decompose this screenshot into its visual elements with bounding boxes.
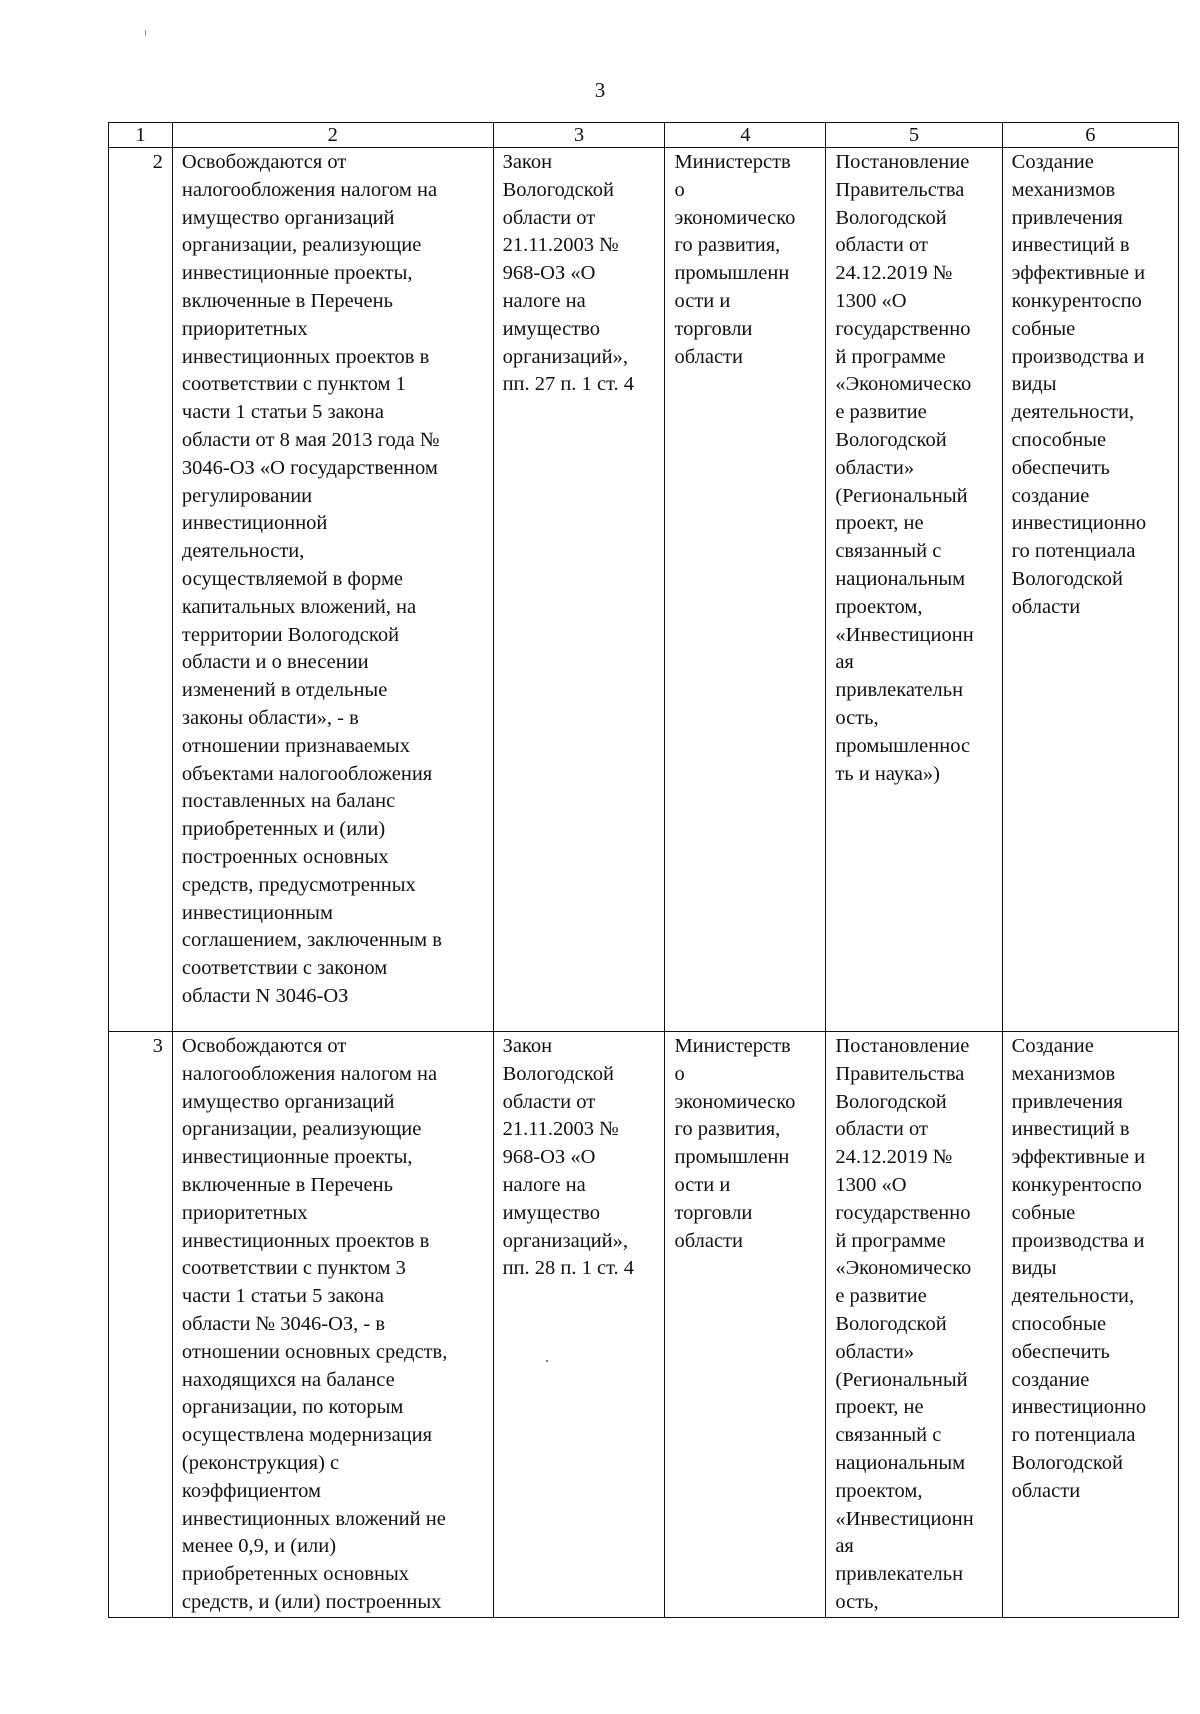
- cell-line: включенные в Перечень: [181, 289, 393, 312]
- cell-line: привлечения: [1011, 206, 1123, 229]
- cell-line: эффективные и: [1011, 1146, 1146, 1169]
- cell-line: организации, реализующие: [181, 234, 422, 257]
- cell-line: деятельности,: [1011, 1285, 1135, 1308]
- cell-line: проектом,: [835, 595, 923, 618]
- cell-line: 24.12.2019 №: [835, 1146, 953, 1169]
- cell-line: осуществлена модернизация: [181, 1424, 433, 1447]
- cell-line: Постановление: [835, 151, 970, 173]
- cell-line: области: [1011, 1479, 1081, 1502]
- cell-line: области»: [835, 456, 915, 479]
- cell-line: ости и: [674, 1173, 731, 1196]
- header-col-6: 6: [1002, 123, 1178, 148]
- cell-line: торговли: [674, 1201, 753, 1224]
- cell-line: й программе: [835, 1229, 946, 1252]
- header-col-3: 3: [493, 123, 665, 148]
- cell-line: области: [1011, 595, 1081, 618]
- cell-line: налоге на: [502, 289, 586, 312]
- cell-line: проектом,: [835, 1479, 923, 1502]
- cell-line: инвестиционным: [181, 901, 333, 924]
- cell-line: области и о внесении: [181, 651, 369, 674]
- cell-line: области»: [835, 1340, 915, 1363]
- scan-mark: [145, 30, 146, 36]
- cell-line: капитальных вложений, на: [181, 595, 417, 618]
- goal-cell: [1002, 148, 1178, 1032]
- goal-cell: [1002, 1032, 1178, 1618]
- cell-line: инвестиционные проекты,: [181, 262, 413, 285]
- document-table: [108, 122, 1179, 1618]
- cell-line: деятельности,: [1011, 401, 1135, 424]
- header-col-2: 2: [172, 123, 493, 148]
- cell-line: ть и наука»): [835, 762, 940, 785]
- cell-line: инвестиционных вложений не: [181, 1507, 446, 1530]
- cell-line: е развитие: [835, 1285, 927, 1308]
- cell-line: регулировании: [181, 484, 313, 507]
- header-col-1: 1: [109, 123, 173, 148]
- cell-line: инвестиционно: [1011, 512, 1147, 535]
- cell-line: Создание: [1011, 151, 1094, 173]
- cell-line: организации, по которым: [181, 1396, 404, 1419]
- cell-line: менее 0,9, и (или): [181, 1535, 337, 1558]
- cell-line: (Региональный: [835, 1368, 968, 1391]
- cell-line: 1300 «О: [835, 1173, 907, 1196]
- cell-line: имущество: [502, 317, 600, 340]
- cell-line: обеспечить: [1011, 456, 1110, 479]
- cell-line: виды: [1011, 1257, 1057, 1280]
- header-col-4: 4: [665, 123, 826, 148]
- cell-line: имущество: [502, 1201, 600, 1224]
- legal-basis-cell: [493, 1032, 665, 1618]
- cell-line: имущество организаций: [181, 1090, 395, 1113]
- cell-line: отношении основных средств,: [181, 1340, 448, 1363]
- cell-line: области № 3046-ОЗ, - в: [181, 1312, 386, 1335]
- cell-line: части 1 статьи 5 закона: [181, 401, 384, 424]
- program-cell: [826, 148, 1002, 1032]
- cell-line: организации, реализующие: [181, 1118, 422, 1141]
- cell-line: отношении признаваемых: [181, 734, 410, 757]
- cell-line: Вологодской: [835, 1090, 947, 1113]
- table-row: [109, 148, 1179, 1032]
- cell-line: области от: [835, 234, 928, 257]
- cell-line: области от: [502, 206, 596, 229]
- cell-line: промышленнос: [835, 734, 971, 757]
- cell-line: «Экономическо: [835, 373, 972, 396]
- cell-line: инвестиций в: [1011, 1118, 1130, 1141]
- cell-line: Освобождаются от: [181, 151, 347, 173]
- cell-line: й программе: [835, 345, 946, 368]
- cell-line: соглашением, заключенным в: [181, 929, 442, 952]
- cell-line: экономическо: [674, 206, 796, 229]
- cell-line: обеспечить: [1011, 1340, 1110, 1363]
- cell-line: налогообложения налогом на: [181, 1062, 438, 1085]
- cell-line: инвестиционные проекты,: [181, 1146, 413, 1169]
- cell-line: организаций»,: [502, 1229, 628, 1252]
- cell-line: 21.11.2003 №: [502, 234, 619, 257]
- cell-line: Освобождаются от: [181, 1035, 347, 1057]
- cell-line: конкурентоспо: [1011, 1173, 1142, 1196]
- cell-line: пп. 27 п. 1 ст. 4: [502, 373, 634, 396]
- cell-line: е развитие: [835, 401, 927, 424]
- cell-line: проект, не: [835, 1396, 924, 1419]
- cell-line: привлекательн: [835, 1563, 964, 1586]
- cell-line: 968-ОЗ «О: [502, 262, 596, 285]
- cell-line: деятельности,: [181, 540, 305, 563]
- cell-line: Создание: [1011, 1035, 1094, 1057]
- cell-line: го потенциала: [1011, 540, 1136, 563]
- cell-line: пп. 28 п. 1 ст. 4: [502, 1257, 634, 1280]
- cell-line: поставленных на баланс: [181, 790, 396, 813]
- cell-line: привлечения: [1011, 1090, 1123, 1113]
- cell-line: привлекательн: [835, 679, 964, 702]
- cell-line: Закон: [502, 1035, 553, 1057]
- cell-line: области от: [502, 1090, 596, 1113]
- cell-line: государственно: [835, 1201, 971, 1224]
- cell-line: области от: [835, 1118, 928, 1141]
- table-row: [109, 1032, 1179, 1618]
- cell-line: приоритетных: [181, 317, 308, 340]
- cell-line: «Инвестиционн: [835, 623, 974, 646]
- cell-line: области: [674, 345, 743, 368]
- cell-line: связанный с: [835, 540, 942, 563]
- cell-line: производства и: [1011, 1229, 1145, 1252]
- cell-line: построенных основных: [181, 845, 389, 868]
- cell-line: объектами налогообложения: [181, 762, 433, 785]
- cell-line: инвестиционных проектов в: [181, 345, 430, 368]
- cell-line: 968-ОЗ «О: [502, 1146, 596, 1169]
- program-cell: [826, 1032, 1002, 1618]
- cell-line: 21.11.2003 №: [502, 1118, 619, 1141]
- cell-line: приобретенных основных: [181, 1563, 410, 1586]
- cell-line: Вологодской: [835, 1312, 947, 1335]
- cell-line: Вологодской: [1011, 1451, 1123, 1474]
- cell-line: налогообложения налогом на: [181, 178, 438, 201]
- cell-line: национальным: [835, 1451, 966, 1474]
- cell-line: ость,: [835, 706, 879, 729]
- cell-line: соответствии с пунктом 1: [181, 373, 406, 396]
- cell-line: законы области», - в: [181, 706, 359, 729]
- cell-line: ости и: [674, 289, 731, 312]
- benefit-description-cell: [172, 148, 493, 1032]
- cell-line: собные: [1011, 1201, 1076, 1224]
- cell-line: налоге на: [502, 1173, 586, 1196]
- cell-line: инвестиционной: [181, 512, 328, 535]
- cell-line: Вологодской: [835, 428, 947, 451]
- row-number: 2: [109, 148, 173, 1032]
- cell-line: приобретенных и (или): [181, 818, 386, 841]
- cell-line: области от 8 мая 2013 года №: [181, 428, 440, 451]
- cell-line: приоритетных: [181, 1201, 308, 1224]
- cell-line: виды: [1011, 373, 1057, 396]
- cell-line: ость,: [835, 1590, 879, 1613]
- cell-line: Вологодской: [1011, 567, 1123, 590]
- cell-line: национальным: [835, 567, 966, 590]
- cell-line: 24.12.2019 №: [835, 262, 953, 285]
- cell-line: находящихся на балансе: [181, 1368, 395, 1391]
- cell-line: территории Вологодской: [181, 623, 400, 646]
- cell-line: проект, не: [835, 512, 924, 535]
- cell-line: организаций»,: [502, 345, 628, 368]
- cell-line: Министерств: [674, 151, 791, 173]
- responsible-body-cell: [665, 1032, 826, 1618]
- cell-line: собные: [1011, 317, 1076, 340]
- header-col-5: 5: [826, 123, 1002, 148]
- cell-line: создание: [1011, 484, 1090, 507]
- cell-line: государственно: [835, 317, 971, 340]
- cell-line: ая: [835, 1535, 854, 1558]
- cell-line: способные: [1011, 428, 1107, 451]
- cell-line: о: [674, 178, 685, 201]
- cell-line: осуществляемой в форме: [181, 567, 404, 590]
- cell-line: средств, предусмотренных: [181, 873, 416, 896]
- cell-line: Постановление: [835, 1035, 970, 1057]
- benefit-description-cell: [172, 1032, 493, 1618]
- cell-line: Вологодской: [502, 178, 614, 201]
- legal-basis-cell: [493, 148, 665, 1032]
- table-header-row: [109, 123, 1179, 148]
- cell-line: Вологодской: [502, 1062, 614, 1085]
- cell-line: ая: [835, 651, 854, 674]
- cell-line: механизмов: [1011, 1062, 1116, 1085]
- cell-line: Вологодской: [835, 206, 947, 229]
- cell-line: го развития,: [674, 234, 781, 257]
- row-number: 3: [109, 1032, 173, 1618]
- cell-line: «Инвестиционн: [835, 1507, 974, 1530]
- cell-line: эффективные и: [1011, 262, 1146, 285]
- cell-line: Правительства: [835, 1062, 965, 1085]
- cell-line: 1300 «О: [835, 289, 907, 312]
- cell-line: Закон: [502, 151, 553, 173]
- cell-line: го потенциала: [1011, 1424, 1136, 1447]
- cell-line: 3046-ОЗ «О государственном: [181, 456, 438, 479]
- cell-line: области N 3046-ОЗ: [181, 984, 349, 1007]
- cell-line: соответствии с пунктом 3: [181, 1257, 406, 1280]
- cell-line: промышленн: [674, 262, 790, 285]
- cell-line: инвестиций в: [1011, 234, 1130, 257]
- cell-line: экономическо: [674, 1090, 796, 1113]
- cell-line: включенные в Перечень: [181, 1173, 393, 1196]
- cell-line: инвестиционно: [1011, 1396, 1147, 1419]
- cell-line: механизмов: [1011, 178, 1116, 201]
- cell-line: Министерств: [674, 1035, 791, 1057]
- cell-line: промышленн: [674, 1146, 790, 1169]
- scan-speck: [546, 1360, 548, 1362]
- cell-line: области: [674, 1229, 743, 1252]
- cell-line: изменений в отдельные: [181, 679, 388, 702]
- cell-line: средств, и (или) построенных: [181, 1590, 442, 1613]
- cell-line: создание: [1011, 1368, 1090, 1391]
- cell-line: Правительства: [835, 178, 965, 201]
- cell-line: имущество организаций: [181, 206, 395, 229]
- cell-line: инвестиционных проектов в: [181, 1229, 430, 1252]
- cell-line: связанный с: [835, 1424, 942, 1447]
- cell-line: производства и: [1011, 345, 1145, 368]
- cell-line: коэффициентом: [181, 1479, 321, 1502]
- cell-line: конкурентоспо: [1011, 289, 1142, 312]
- cell-line: способные: [1011, 1312, 1107, 1335]
- cell-line: (Региональный: [835, 484, 968, 507]
- cell-line: го развития,: [674, 1118, 781, 1141]
- page-number: 3: [594, 78, 606, 102]
- responsible-body-cell: [665, 148, 826, 1032]
- cell-line: части 1 статьи 5 закона: [181, 1285, 384, 1308]
- cell-line: (реконструкция) с: [181, 1451, 340, 1474]
- cell-line: о: [674, 1062, 685, 1085]
- cell-line: «Экономическо: [835, 1257, 972, 1280]
- cell-line: торговли: [674, 317, 753, 340]
- cell-line: соответствии с законом: [181, 957, 388, 980]
